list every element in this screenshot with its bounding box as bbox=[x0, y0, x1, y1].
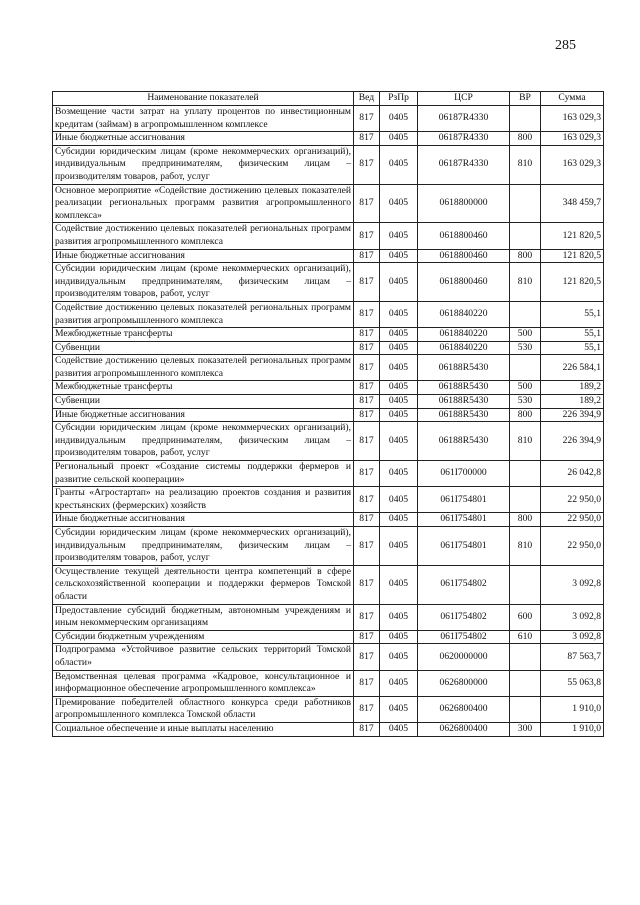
table-row bbox=[53, 249, 604, 263]
row-sum: 55 063,8 bbox=[541, 670, 604, 696]
row-vr: 800 bbox=[510, 132, 541, 146]
row-rzpr: 0405 bbox=[380, 249, 418, 263]
row-sum: 22 950,0 bbox=[541, 487, 604, 513]
row-sum: 26 042,8 bbox=[541, 461, 604, 487]
row-name: Гранты «Агростартап» на реализацию проектов создания и развития крестьянских (фермерских) хозяйств bbox=[53, 487, 354, 513]
row-sum: 163 029,3 bbox=[541, 132, 604, 146]
row-name: Субсидии юридическим лицам (кроме некоммерческих организаций), индивидуальным предпринимателям, физическим лицам – производителям товаров, работ, услуг bbox=[53, 145, 354, 184]
row-rzpr: 0405 bbox=[380, 341, 418, 355]
row-rzpr: 0405 bbox=[380, 644, 418, 670]
row-ved: 817 bbox=[354, 328, 380, 342]
row-sum: 22 950,0 bbox=[541, 513, 604, 527]
row-rzpr: 0405 bbox=[380, 527, 418, 566]
row-name: Содействие достижению целевых показателей региональных программ развития агропромышленного комплекса bbox=[53, 223, 354, 249]
row-name: Иные бюджетные ассигнования bbox=[53, 408, 354, 422]
row-rzpr: 0405 bbox=[380, 565, 418, 604]
row-name: Предоставление субсидий бюджетным, автономным учреждениям и иным некоммерческим организациям bbox=[53, 604, 354, 630]
row-vr bbox=[510, 487, 541, 513]
row-csr: 06188R5430 bbox=[418, 381, 510, 395]
row-vr: 800 bbox=[510, 249, 541, 263]
row-rzpr: 0405 bbox=[380, 408, 418, 422]
row-sum: 163 029,3 bbox=[541, 145, 604, 184]
row-sum: 121 820,5 bbox=[541, 249, 604, 263]
row-vr: 800 bbox=[510, 408, 541, 422]
row-rzpr: 0405 bbox=[380, 263, 418, 302]
row-sum: 1 910,0 bbox=[541, 696, 604, 722]
row-sum: 87 563,7 bbox=[541, 644, 604, 670]
row-name: Содействие достижению целевых показателей региональных программ развития агропромышленного комплекса bbox=[53, 355, 354, 381]
row-vr bbox=[510, 355, 541, 381]
row-vr: 810 bbox=[510, 527, 541, 566]
header-sum: Сумма bbox=[541, 92, 604, 106]
row-rzpr: 0405 bbox=[380, 145, 418, 184]
row-name: Региональный проект «Создание системы поддержки фермеров и развитие сельской кооперации» bbox=[53, 461, 354, 487]
table-row bbox=[53, 341, 604, 355]
row-ved: 817 bbox=[354, 341, 380, 355]
table-row bbox=[53, 565, 604, 604]
row-ved: 817 bbox=[354, 527, 380, 566]
table-row bbox=[53, 263, 604, 302]
row-sum: 348 459,7 bbox=[541, 184, 604, 223]
row-name: Содействие достижению целевых показателей региональных программ развития агропромышленного комплекса bbox=[53, 301, 354, 327]
row-csr: 0618840220 bbox=[418, 301, 510, 327]
row-name: Межбюджетные трансферты bbox=[53, 381, 354, 395]
row-vr bbox=[510, 223, 541, 249]
row-csr: 061I754801 bbox=[418, 487, 510, 513]
row-csr: 0620000000 bbox=[418, 644, 510, 670]
row-name: Субсидии бюджетным учреждениям bbox=[53, 630, 354, 644]
table-row bbox=[53, 722, 604, 736]
row-name: Межбюджетные трансферты bbox=[53, 328, 354, 342]
row-sum: 3 092,8 bbox=[541, 565, 604, 604]
row-name: Ведомственная целевая программа «Кадровое, консультационное и информационное обеспечение агропромышленного комплекса» bbox=[53, 670, 354, 696]
table-row bbox=[53, 644, 604, 670]
row-rzpr: 0405 bbox=[380, 132, 418, 146]
row-sum: 3 092,8 bbox=[541, 604, 604, 630]
table-row bbox=[53, 328, 604, 342]
row-vr: 800 bbox=[510, 513, 541, 527]
row-vr: 530 bbox=[510, 341, 541, 355]
row-vr: 810 bbox=[510, 263, 541, 302]
row-rzpr: 0405 bbox=[380, 630, 418, 644]
header-vr: ВР bbox=[510, 92, 541, 106]
row-name: Субсидии юридическим лицам (кроме некоммерческих организаций), индивидуальным предпринимателям, физическим лицам – производителям товаров, работ, услуг bbox=[53, 263, 354, 302]
row-csr: 061I754802 bbox=[418, 604, 510, 630]
row-csr: 061I754801 bbox=[418, 527, 510, 566]
row-ved: 817 bbox=[354, 132, 380, 146]
row-rzpr: 0405 bbox=[380, 184, 418, 223]
table-row bbox=[53, 355, 604, 381]
row-rzpr: 0405 bbox=[380, 395, 418, 409]
row-rzpr: 0405 bbox=[380, 604, 418, 630]
table-row bbox=[53, 527, 604, 566]
row-sum: 226 394,9 bbox=[541, 422, 604, 461]
row-rzpr: 0405 bbox=[380, 422, 418, 461]
row-csr: 0618800000 bbox=[418, 184, 510, 223]
table-row bbox=[53, 381, 604, 395]
row-name: Субвенции bbox=[53, 395, 354, 409]
table-row bbox=[53, 670, 604, 696]
row-name: Иные бюджетные ассигнования bbox=[53, 132, 354, 146]
row-ved: 817 bbox=[354, 487, 380, 513]
row-sum: 226 584,1 bbox=[541, 355, 604, 381]
row-csr: 0618840220 bbox=[418, 328, 510, 342]
row-csr: 061I754802 bbox=[418, 565, 510, 604]
row-csr: 06188R5430 bbox=[418, 408, 510, 422]
row-vr: 530 bbox=[510, 395, 541, 409]
table-row bbox=[53, 487, 604, 513]
table-row bbox=[53, 184, 604, 223]
row-ved: 817 bbox=[354, 630, 380, 644]
table-header-row bbox=[53, 92, 604, 106]
table-row bbox=[53, 145, 604, 184]
row-vr: 500 bbox=[510, 328, 541, 342]
row-ved: 817 bbox=[354, 355, 380, 381]
row-ved: 817 bbox=[354, 670, 380, 696]
row-csr: 06188R5430 bbox=[418, 355, 510, 381]
row-vr bbox=[510, 106, 541, 132]
row-csr: 06187R4330 bbox=[418, 106, 510, 132]
row-sum: 189,2 bbox=[541, 395, 604, 409]
table-row bbox=[53, 408, 604, 422]
row-csr: 06188R5430 bbox=[418, 395, 510, 409]
row-rzpr: 0405 bbox=[380, 722, 418, 736]
table-row bbox=[53, 696, 604, 722]
row-ved: 817 bbox=[354, 644, 380, 670]
row-ved: 817 bbox=[354, 422, 380, 461]
row-sum: 55,1 bbox=[541, 341, 604, 355]
row-sum: 226 394,9 bbox=[541, 408, 604, 422]
row-rzpr: 0405 bbox=[380, 328, 418, 342]
header-name: Наименование показателей bbox=[53, 92, 354, 106]
row-name: Основное мероприятие «Содействие достижению целевых показателей реализации региональных программ развития агропромышленного комплекса» bbox=[53, 184, 354, 223]
row-ved: 817 bbox=[354, 604, 380, 630]
table-row bbox=[53, 604, 604, 630]
row-vr: 500 bbox=[510, 381, 541, 395]
row-vr: 600 bbox=[510, 604, 541, 630]
table-row bbox=[53, 513, 604, 527]
row-ved: 817 bbox=[354, 395, 380, 409]
row-csr: 0626800400 bbox=[418, 696, 510, 722]
table-row bbox=[53, 132, 604, 146]
row-csr: 0626800000 bbox=[418, 670, 510, 696]
row-sum: 55,1 bbox=[541, 301, 604, 327]
row-sum: 55,1 bbox=[541, 328, 604, 342]
row-csr: 061I700000 bbox=[418, 461, 510, 487]
row-ved: 817 bbox=[354, 249, 380, 263]
page-number: 285 bbox=[555, 38, 576, 53]
header-csr: ЦСР bbox=[418, 92, 510, 106]
row-name: Субвенции bbox=[53, 341, 354, 355]
row-ved: 817 bbox=[354, 106, 380, 132]
row-ved: 817 bbox=[354, 184, 380, 223]
row-vr bbox=[510, 670, 541, 696]
row-sum: 22 950,0 bbox=[541, 527, 604, 566]
row-csr: 0618800460 bbox=[418, 223, 510, 249]
row-csr: 06187R4330 bbox=[418, 145, 510, 184]
row-ved: 817 bbox=[354, 263, 380, 302]
row-rzpr: 0405 bbox=[380, 461, 418, 487]
table-row bbox=[53, 106, 604, 132]
row-vr bbox=[510, 461, 541, 487]
row-name: Иные бюджетные ассигнования bbox=[53, 249, 354, 263]
row-csr: 061I754802 bbox=[418, 630, 510, 644]
row-ved: 817 bbox=[354, 696, 380, 722]
table-row bbox=[53, 301, 604, 327]
row-rzpr: 0405 bbox=[380, 513, 418, 527]
row-csr: 06187R4330 bbox=[418, 132, 510, 146]
row-ved: 817 bbox=[354, 145, 380, 184]
row-name: Подпрограмма «Устойчивое развитие сельских территорий Томской области» bbox=[53, 644, 354, 670]
row-vr bbox=[510, 696, 541, 722]
table-row bbox=[53, 395, 604, 409]
row-ved: 817 bbox=[354, 381, 380, 395]
row-rzpr: 0405 bbox=[380, 301, 418, 327]
row-vr: 810 bbox=[510, 422, 541, 461]
row-sum: 121 820,5 bbox=[541, 223, 604, 249]
row-ved: 817 bbox=[354, 461, 380, 487]
header-ved: Вед bbox=[354, 92, 380, 106]
row-ved: 817 bbox=[354, 301, 380, 327]
row-name: Осуществление текущей деятельности центра компетенций в сфере сельскохозяйственной кооперации и поддержки фермеров Томской области bbox=[53, 565, 354, 604]
row-csr: 0626800400 bbox=[418, 722, 510, 736]
row-csr: 0618800460 bbox=[418, 263, 510, 302]
row-name: Премирование победителей областного конкурса среди работников агропромышленного комплекса Томской области bbox=[53, 696, 354, 722]
row-vr bbox=[510, 301, 541, 327]
row-vr bbox=[510, 565, 541, 604]
header-rzpr: РзПр bbox=[380, 92, 418, 106]
row-vr: 810 bbox=[510, 145, 541, 184]
row-rzpr: 0405 bbox=[380, 381, 418, 395]
row-csr: 0618840220 bbox=[418, 341, 510, 355]
row-sum: 163 029,3 bbox=[541, 106, 604, 132]
row-ved: 817 bbox=[354, 565, 380, 604]
row-ved: 817 bbox=[354, 513, 380, 527]
row-csr: 061I754801 bbox=[418, 513, 510, 527]
table-row bbox=[53, 461, 604, 487]
row-rzpr: 0405 bbox=[380, 696, 418, 722]
row-vr: 610 bbox=[510, 630, 541, 644]
budget-table bbox=[52, 91, 604, 737]
table-row bbox=[53, 422, 604, 461]
table-row bbox=[53, 630, 604, 644]
row-name: Субсидии юридическим лицам (кроме некоммерческих организаций), индивидуальным предпринимателям, физическим лицам – производителям товаров, работ, услуг bbox=[53, 527, 354, 566]
row-name: Возмещение части затрат на уплату процентов по инвестиционным кредитам (займам) в агропромышленном комплексе bbox=[53, 106, 354, 132]
row-rzpr: 0405 bbox=[380, 223, 418, 249]
row-csr: 0618800460 bbox=[418, 249, 510, 263]
row-name: Субсидии юридическим лицам (кроме некоммерческих организаций), индивидуальным предпринимателям, физическим лицам – производителям товаров, работ, услуг bbox=[53, 422, 354, 461]
row-sum: 189,2 bbox=[541, 381, 604, 395]
table-row bbox=[53, 223, 604, 249]
row-ved: 817 bbox=[354, 722, 380, 736]
row-sum: 1 910,0 bbox=[541, 722, 604, 736]
row-name: Социальное обеспечение и иные выплаты населению bbox=[53, 722, 354, 736]
row-rzpr: 0405 bbox=[380, 487, 418, 513]
row-ved: 817 bbox=[354, 223, 380, 249]
row-ved: 817 bbox=[354, 408, 380, 422]
row-csr: 06188R5430 bbox=[418, 422, 510, 461]
row-name: Иные бюджетные ассигнования bbox=[53, 513, 354, 527]
row-rzpr: 0405 bbox=[380, 670, 418, 696]
row-sum: 3 092,8 bbox=[541, 630, 604, 644]
row-vr bbox=[510, 184, 541, 223]
row-vr: 300 bbox=[510, 722, 541, 736]
row-vr bbox=[510, 644, 541, 670]
row-rzpr: 0405 bbox=[380, 106, 418, 132]
row-rzpr: 0405 bbox=[380, 355, 418, 381]
row-sum: 121 820,5 bbox=[541, 263, 604, 302]
